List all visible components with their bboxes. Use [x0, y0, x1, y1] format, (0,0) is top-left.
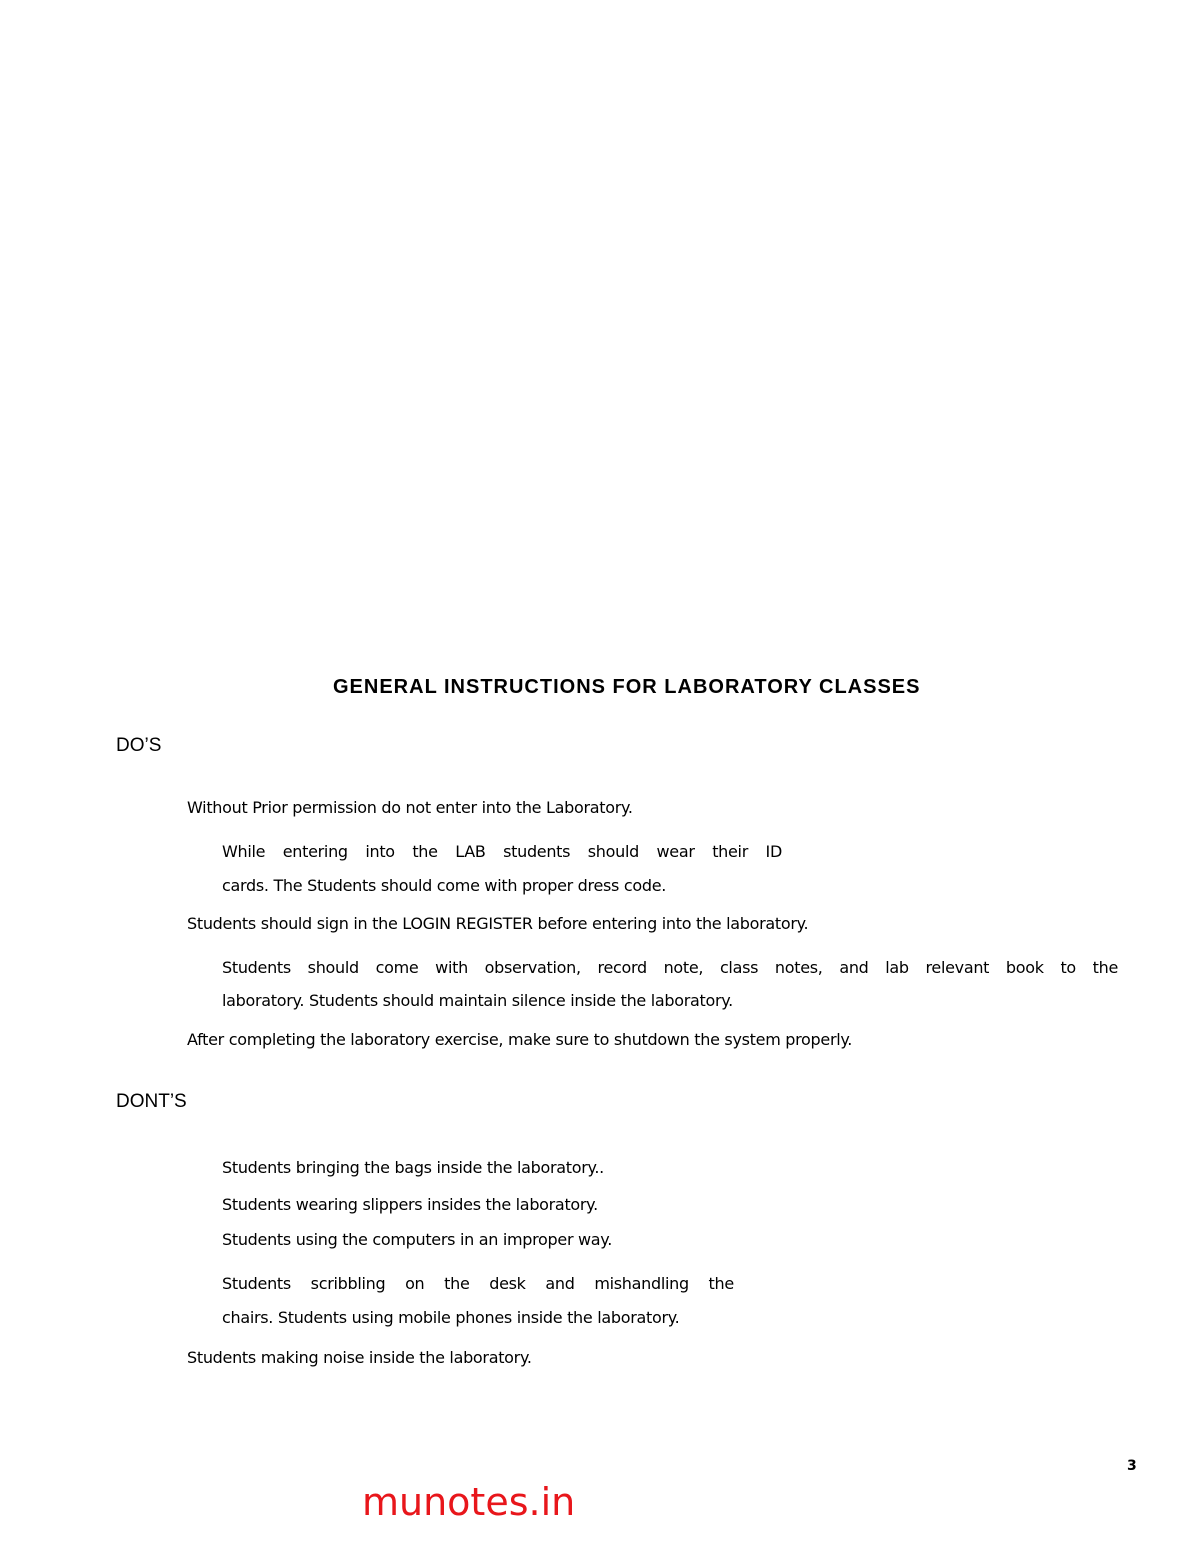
- word: LAB: [455, 842, 486, 861]
- word: mishandling: [594, 1274, 689, 1293]
- word: book: [1005, 958, 1044, 977]
- word: with: [435, 958, 468, 977]
- page-number: 3: [1127, 1458, 1137, 1474]
- word: wear: [656, 842, 695, 861]
- word: on: [405, 1274, 425, 1293]
- word: Students: [222, 1274, 291, 1293]
- word: and: [545, 1274, 575, 1293]
- donts-line-5: chairs. Students using mobile phones inside the laboratory.: [222, 1308, 680, 1327]
- word: and: [839, 958, 869, 977]
- word: class: [719, 958, 759, 977]
- word: record: [597, 958, 647, 977]
- word: note,: [663, 958, 704, 977]
- word: to: [1060, 958, 1076, 977]
- donts-line-3: Students using the computers in an improper way.: [222, 1230, 612, 1249]
- dos-line-2: [222, 842, 782, 861]
- word: While: [222, 842, 266, 861]
- dos-line-5: [222, 958, 1118, 977]
- word: ID: [765, 842, 782, 861]
- word: scribbling: [310, 1274, 386, 1293]
- word: Students: [222, 958, 291, 977]
- word: the: [1092, 958, 1118, 977]
- word: into: [365, 842, 395, 861]
- word: entering: [282, 842, 348, 861]
- donts-line-6: Students making noise inside the laboratory.: [187, 1348, 532, 1367]
- donts-line-2: Students wearing slippers insides the laboratory.: [222, 1195, 598, 1214]
- word: the: [708, 1274, 734, 1293]
- dos-line-7: After completing the laboratory exercise, make sure to shutdown the system properly.: [187, 1030, 853, 1049]
- watermark: munotes.in: [362, 1480, 576, 1524]
- word: relevant: [925, 958, 990, 977]
- word: should: [587, 842, 639, 861]
- donts-line-4: [222, 1274, 734, 1293]
- word: notes,: [774, 958, 823, 977]
- donts-line-1: Students bringing the bags inside the laboratory..: [222, 1158, 604, 1177]
- word: desk: [489, 1274, 526, 1293]
- word: come: [375, 958, 419, 977]
- dos-heading: DO’S: [116, 735, 162, 756]
- dos-line-1: Without Prior permission do not enter into the Laboratory.: [187, 798, 633, 817]
- dos-line-4: Students should sign in the LOGIN REGISTER before entering into the laboratory.: [187, 914, 809, 933]
- word: lab: [885, 958, 909, 977]
- dos-line-3: cards. The Students should come with proper dress code.: [222, 876, 667, 895]
- page-title: GENERAL INSTRUCTIONS FOR LABORATORY CLASSES: [333, 676, 921, 698]
- donts-heading: DONT’S: [116, 1091, 187, 1112]
- dos-line-6: laboratory. Students should maintain silence inside the laboratory.: [222, 991, 733, 1010]
- word: the: [412, 842, 438, 861]
- word: their: [712, 842, 748, 861]
- word: students: [503, 842, 571, 861]
- word: the: [444, 1274, 470, 1293]
- word: observation,: [484, 958, 581, 977]
- word: should: [307, 958, 359, 977]
